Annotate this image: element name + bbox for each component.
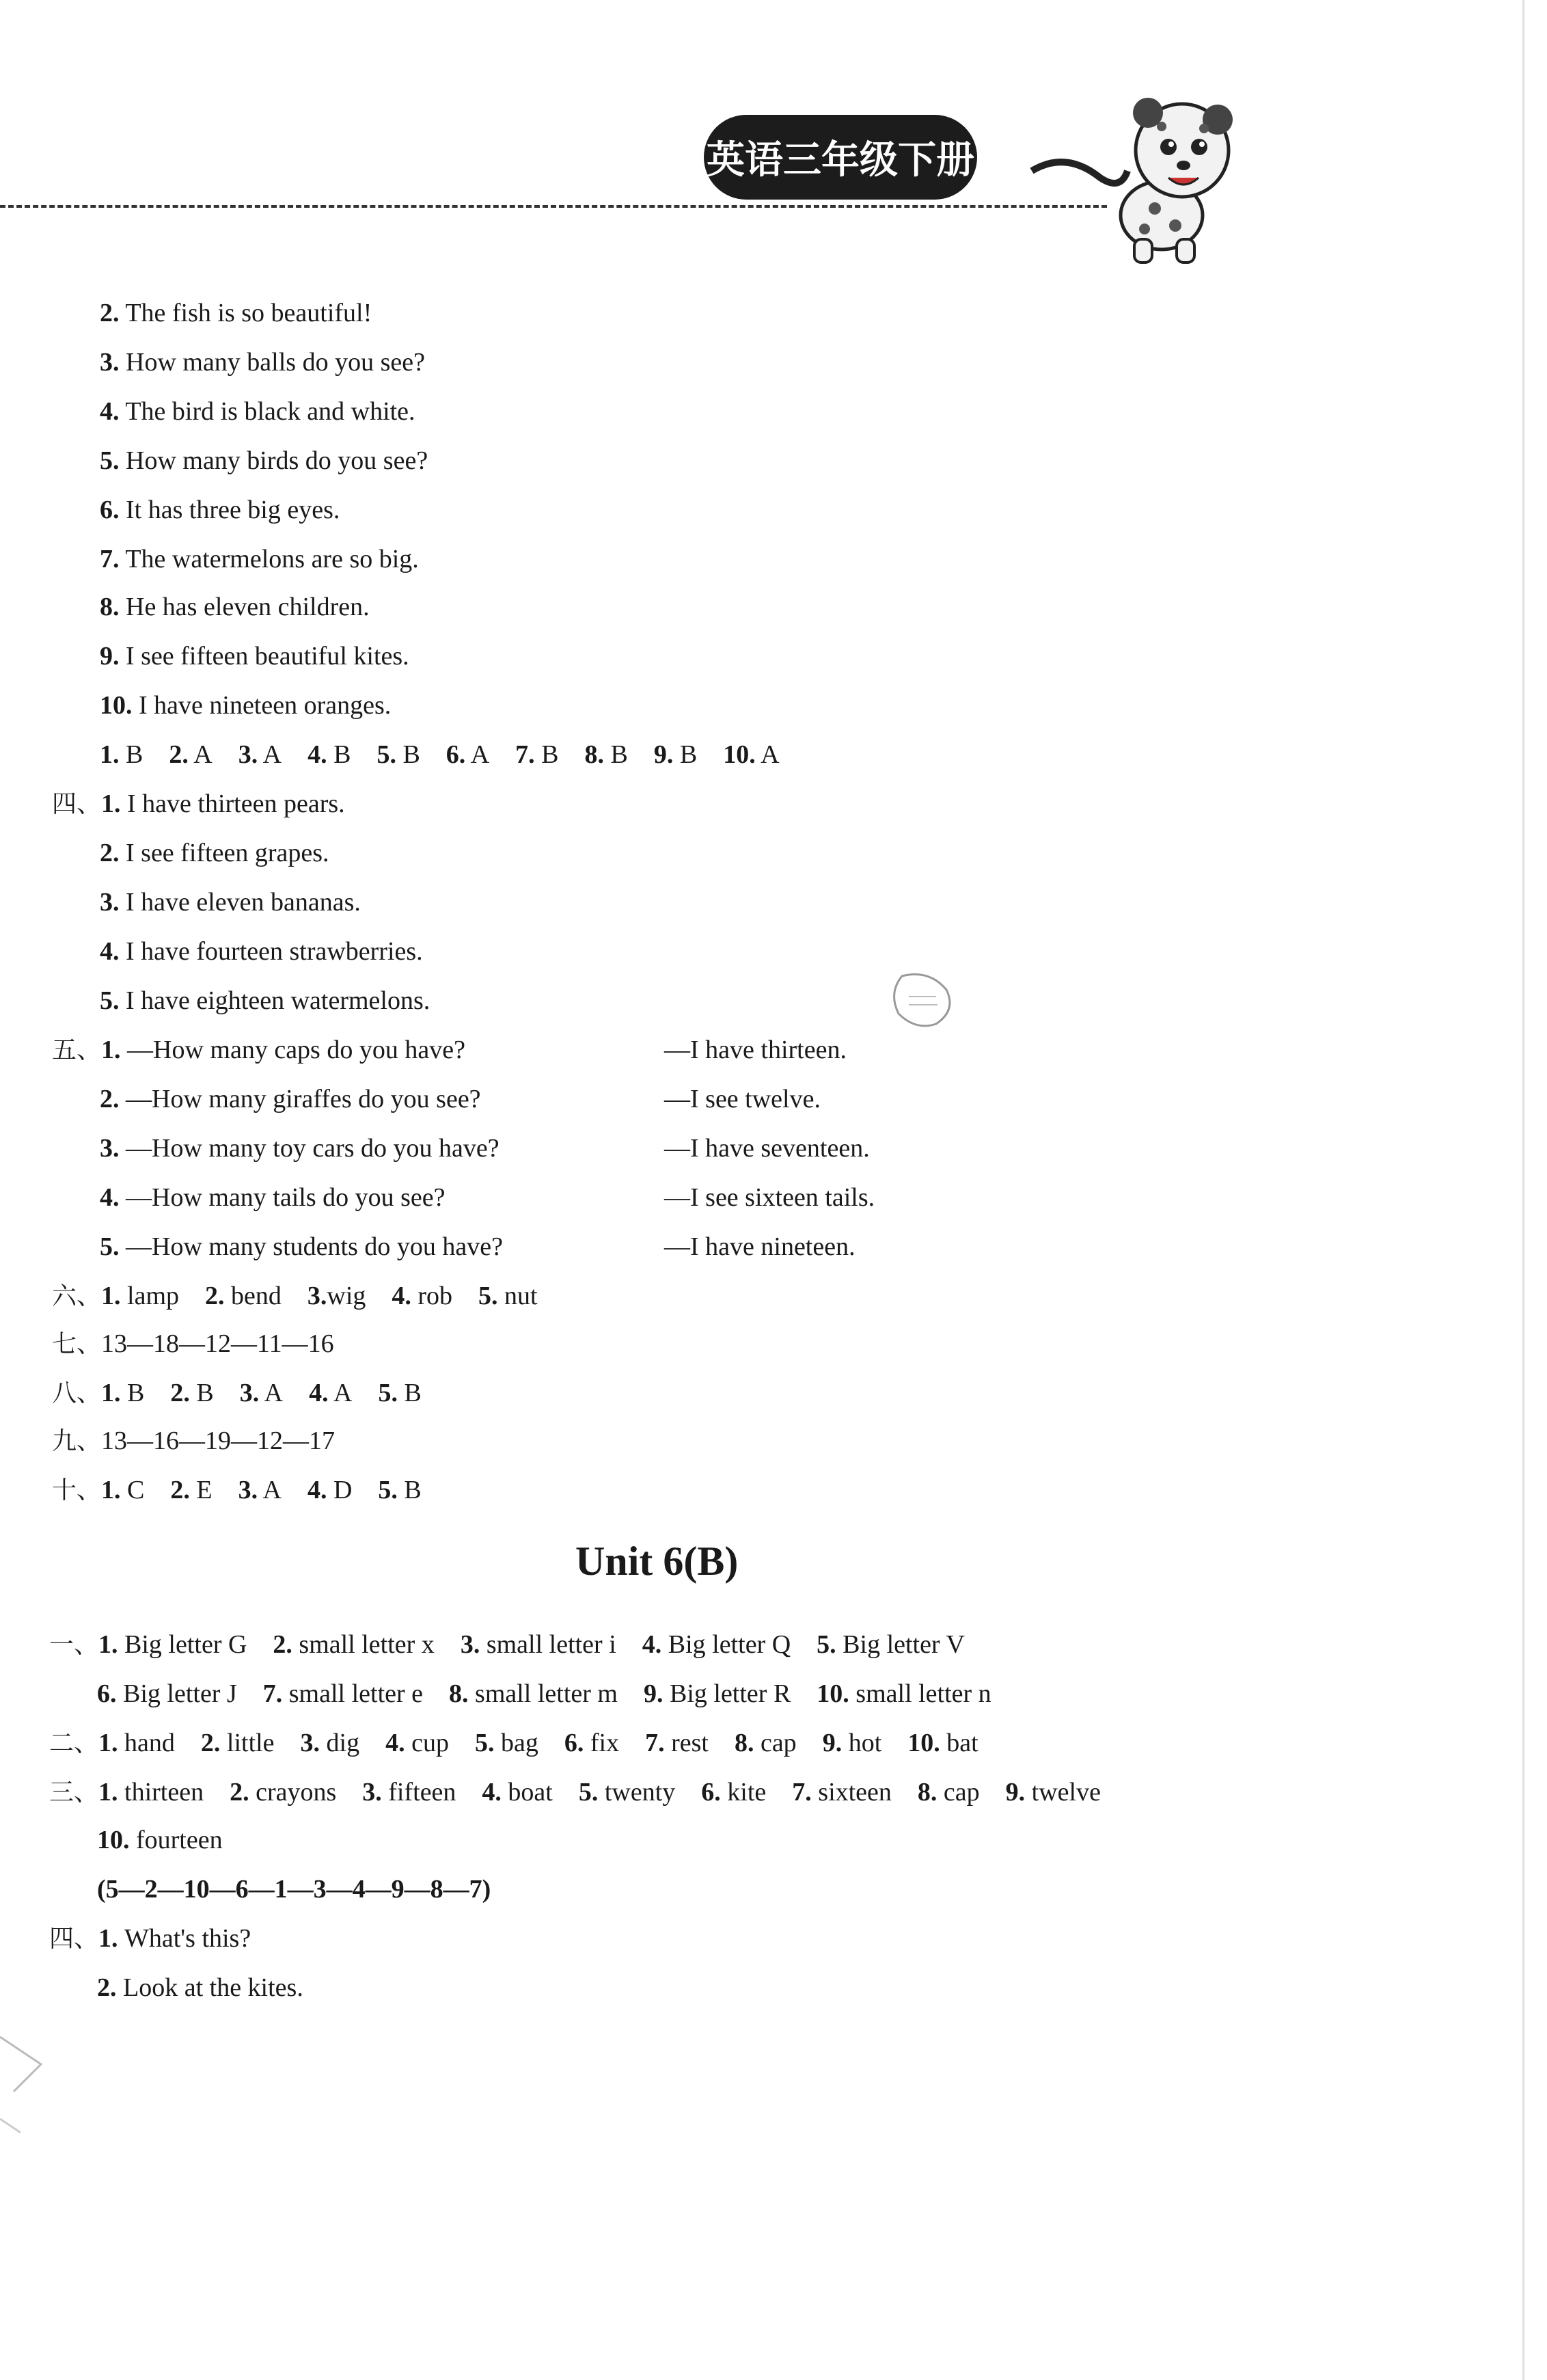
answer-line: 9. I see fifteen beautiful kites. — [100, 642, 409, 671]
answer-line: 二、1. hand 2. little 3. dig 4. cup 5. bag 6. fix 7. rest 8. cap 9. hot 10. bat — [49, 1729, 978, 1757]
answer-line: 七、13—18—12—11—16 — [52, 1329, 334, 1358]
answer-line: 六、1. lamp 2. bend 3.wig 4. rob 5. nut — [52, 1282, 538, 1310]
header-dashed-rule — [0, 205, 1107, 208]
answer-line: 10. fourteen — [97, 1826, 223, 1854]
answer-line: 3. How many balls do you see? — [100, 348, 425, 377]
answer-line: 2. Look at the kites. — [97, 1973, 303, 2002]
answer-line: 2. —How many giraffes do you see? — [100, 1085, 481, 1113]
answer-line: 5. I have eighteen watermelons. — [100, 986, 430, 1015]
answer-line: 九、13—16—19—12—17 — [52, 1426, 336, 1455]
answer-line: 3. —How many toy cars do you have? — [100, 1134, 499, 1163]
leopard-mascot-icon — [1025, 89, 1244, 267]
answer-line: 7. The watermelons are so big. — [100, 545, 419, 573]
unit-title: Unit 6(B) — [575, 1539, 739, 1584]
answer-line: 4. —How many tails do you see? — [100, 1183, 446, 1212]
answer-line: 四、1. What's this? — [49, 1924, 251, 1953]
answer-reply: —I have thirteen. — [664, 1036, 847, 1064]
header-badge — [704, 115, 977, 200]
header-badge-text: 英语三年级下册 — [707, 138, 974, 182]
answer-line: 五、1. —How many caps do you have? — [52, 1036, 465, 1064]
answer-line: 5. —How many students do you have? — [100, 1232, 503, 1261]
answer-line: 3. I have eleven bananas. — [100, 888, 361, 917]
answer-line: 一、1. Big letter G 2. small letter x 3. small letter i 4. Big letter Q 5. Big letter V — [49, 1630, 965, 1659]
answer-line: 八、1. B 2. B 3. A 4. A 5. B — [52, 1379, 422, 1407]
stamp-mark-icon — [888, 969, 957, 1031]
page-edge-mark-icon — [0, 2023, 55, 2160]
answer-reply: —I see twelve. — [664, 1085, 821, 1113]
answer-line: 三、1. thirteen 2. crayons 3. fifteen 4. boat 5. twenty 6. kite 7. sixteen 8. cap 9. twelve — [49, 1778, 1101, 1807]
order-line: (5—2—10—6—1—3—4—9—8—7) — [97, 1875, 491, 1904]
answer-line: 十、1. C 2. E 3. A 4. D 5. B — [52, 1476, 422, 1504]
answer-line: 5. How many birds do you see? — [100, 446, 428, 475]
right-page-edge — [1522, 0, 1524, 2380]
answer-reply: —I have seventeen. — [664, 1134, 870, 1163]
answer-line: 2. The fish is so beautiful! — [100, 299, 372, 327]
answer-line: 4. I have fourteen strawberries. — [100, 937, 423, 966]
answer-line: 6. It has three big eyes. — [100, 496, 340, 524]
answer-reply: —I have nineteen. — [664, 1232, 855, 1261]
answer-line: 10. I have nineteen oranges. — [100, 691, 392, 720]
answer-line: 8. He has eleven children. — [100, 593, 370, 621]
answer-reply: —I see sixteen tails. — [664, 1183, 875, 1212]
answer-line: 2. I see fifteen grapes. — [100, 839, 329, 867]
answer-line: 6. Big letter J 7. small letter e 8. small letter m 9. Big letter R 10. small letter n — [97, 1679, 991, 1708]
answer-line: 4. The bird is black and white. — [100, 397, 415, 426]
choices-row: 1. B 2. A 3. A 4. B 5. B 6. A 7. B 8. B 9. B 10. A — [100, 740, 780, 769]
answer-line: 四、1. I have thirteen pears. — [52, 789, 345, 818]
